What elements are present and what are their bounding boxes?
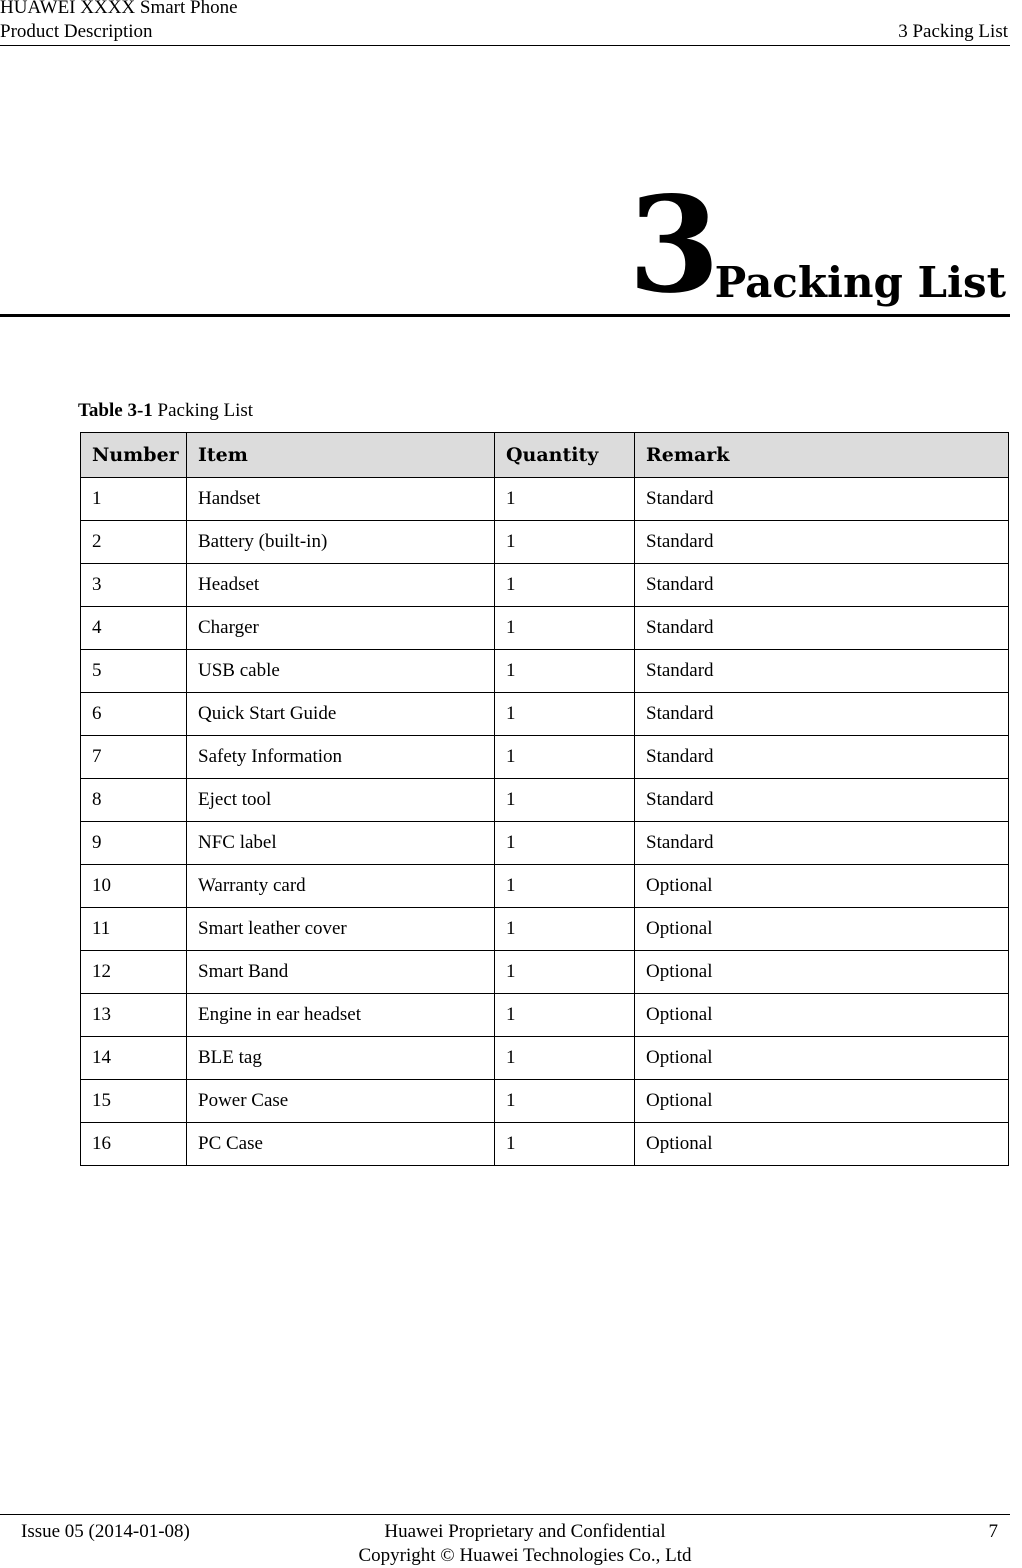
table-row (81, 1080, 1009, 1123)
table-row (81, 908, 1009, 951)
cell-item: Handset (187, 478, 495, 521)
cell-number: 1 (81, 478, 187, 521)
cell-number: 8 (81, 779, 187, 822)
cell-number: 9 (81, 822, 187, 865)
cell-item: Engine in ear headset (187, 994, 495, 1037)
proprietary-notice: Huawei Proprietary and Confidential (384, 1521, 666, 1542)
cell-item: PC Case (187, 1123, 495, 1166)
cell-number: 7 (81, 736, 187, 779)
document-subtitle: Product Description (0, 21, 153, 42)
page-number: 7 (988, 1521, 998, 1542)
column-header-remark: Remark (635, 433, 1009, 478)
header-chapter-reference: 3 Packing List (898, 21, 1008, 42)
cell-quantity: 1 (495, 822, 635, 865)
cell-item: USB cable (187, 650, 495, 693)
cell-quantity: 1 (495, 650, 635, 693)
table-body (81, 478, 1009, 1166)
chapter-heading (0, 168, 1010, 323)
cell-number: 10 (81, 865, 187, 908)
table-row (81, 478, 1009, 521)
cell-remark: Optional (635, 1123, 1009, 1166)
cell-item: BLE tag (187, 1037, 495, 1080)
table-caption (78, 399, 253, 423)
cell-remark: Standard (635, 693, 1009, 736)
cell-item: Eject tool (187, 779, 495, 822)
cell-quantity: 1 (495, 607, 635, 650)
cell-number: 11 (81, 908, 187, 951)
table-row (81, 822, 1009, 865)
cell-quantity: 1 (495, 865, 635, 908)
cell-item: Quick Start Guide (187, 693, 495, 736)
running-footer (0, 1514, 1010, 1568)
table-row (81, 865, 1009, 908)
cell-remark: Standard (635, 521, 1009, 564)
table-caption-text: Packing List (152, 400, 254, 421)
cell-remark: Standard (635, 650, 1009, 693)
cell-quantity: 1 (495, 908, 635, 951)
cell-number: 3 (81, 564, 187, 607)
column-header-number: Number (81, 433, 187, 478)
chapter-number: 3 (628, 168, 720, 323)
table-row (81, 607, 1009, 650)
cell-item: Battery (built-in) (187, 521, 495, 564)
cell-remark: Optional (635, 994, 1009, 1037)
cell-number: 16 (81, 1123, 187, 1166)
cell-item: Smart Band (187, 951, 495, 994)
table-row (81, 521, 1009, 564)
cell-quantity: 1 (495, 994, 635, 1037)
table-header-row (81, 433, 1009, 478)
cell-number: 6 (81, 693, 187, 736)
copyright-notice: Copyright © Huawei Technologies Co., Ltd (358, 1545, 692, 1566)
cell-item: Smart leather cover (187, 908, 495, 951)
table-row (81, 1123, 1009, 1166)
running-header (0, 0, 1010, 46)
chapter-title: Packing List (714, 258, 1006, 307)
cell-remark: Standard (635, 607, 1009, 650)
cell-number: 5 (81, 650, 187, 693)
cell-quantity: 1 (495, 1037, 635, 1080)
issue-info: Issue 05 (2014-01-08) (21, 1521, 190, 1542)
cell-remark: Optional (635, 951, 1009, 994)
cell-quantity: 1 (495, 478, 635, 521)
cell-item: NFC label (187, 822, 495, 865)
document-title: HUAWEI XXXX Smart Phone (0, 0, 238, 18)
cell-quantity: 1 (495, 736, 635, 779)
cell-item: Warranty card (187, 865, 495, 908)
cell-number: 13 (81, 994, 187, 1037)
table-row (81, 1037, 1009, 1080)
cell-remark: Optional (635, 1037, 1009, 1080)
cell-remark: Optional (635, 908, 1009, 951)
cell-quantity: 1 (495, 521, 635, 564)
cell-item: Charger (187, 607, 495, 650)
cell-remark: Standard (635, 564, 1009, 607)
cell-number: 4 (81, 607, 187, 650)
cell-number: 2 (81, 521, 187, 564)
cell-item: Power Case (187, 1080, 495, 1123)
cell-remark: Standard (635, 822, 1009, 865)
table-row (81, 564, 1009, 607)
table-row (81, 736, 1009, 779)
cell-remark: Standard (635, 779, 1009, 822)
cell-number: 14 (81, 1037, 187, 1080)
column-header-quantity: Quantity (495, 433, 635, 478)
table-row (81, 994, 1009, 1037)
table-row (81, 693, 1009, 736)
cell-quantity: 1 (495, 1123, 635, 1166)
cell-number: 12 (81, 951, 187, 994)
table-row (81, 650, 1009, 693)
cell-quantity: 1 (495, 693, 635, 736)
table-row (81, 951, 1009, 994)
table-row (81, 779, 1009, 822)
packing-list-table (80, 432, 1009, 1166)
table-caption-label: Table 3-1 (78, 400, 153, 421)
cell-item: Safety Information (187, 736, 495, 779)
cell-quantity: 1 (495, 951, 635, 994)
cell-remark: Standard (635, 736, 1009, 779)
cell-item: Headset (187, 564, 495, 607)
cell-remark: Standard (635, 478, 1009, 521)
cell-quantity: 1 (495, 779, 635, 822)
cell-remark: Optional (635, 1080, 1009, 1123)
cell-remark: Optional (635, 865, 1009, 908)
cell-quantity: 1 (495, 1080, 635, 1123)
cell-number: 15 (81, 1080, 187, 1123)
cell-quantity: 1 (495, 564, 635, 607)
column-header-item: Item (187, 433, 495, 478)
